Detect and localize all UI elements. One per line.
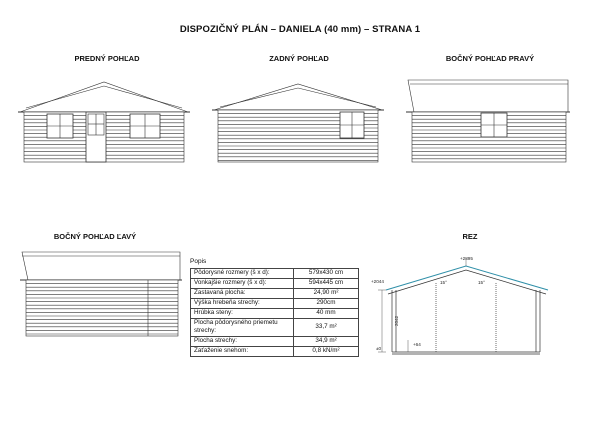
spec-row (191, 309, 359, 319)
zero-dim: ±0 (376, 346, 382, 351)
ridge-dim: +2895 (460, 256, 473, 261)
page-title: DISPOZIČNÝ PLÁN – DANIELA (40 mm) – STRANA 1 (179, 24, 421, 35)
spec-value: 33,7 m² (294, 319, 359, 337)
spec-label: Plocha strechy: (191, 336, 294, 346)
wall-height-dim: 2042 (394, 315, 399, 326)
eave-dim: +2044 (371, 279, 384, 284)
spec-value: 40 mm (294, 309, 359, 319)
spec-label: Hrúbka steny: (191, 309, 294, 319)
spec-value: 34,9 m² (294, 336, 359, 346)
spec-table (190, 268, 359, 357)
spec-value: 24,90 m² (294, 289, 359, 299)
spec-value: 579x430 cm (294, 269, 359, 279)
spec-row (191, 279, 359, 289)
spec-row (191, 289, 359, 299)
popis-label: Popis (190, 258, 207, 265)
spec-label: Výška hrebeňa strechy: (191, 299, 294, 309)
spec-row (191, 269, 359, 279)
back-view-label: ZADNÝ POHĽAD (269, 54, 329, 63)
spec-label: Zastavaná plocha: (191, 289, 294, 299)
section-view-label: REZ (462, 232, 478, 241)
floor-dim: +64 (413, 342, 421, 347)
spec-row (191, 336, 359, 346)
angle-left: 15° (440, 280, 447, 285)
side-left-view-label: BOČNÝ POHĽAD ĽAVÝ (53, 232, 137, 241)
front-view-label: PREDNÝ POHĽAD (74, 54, 140, 63)
side-right-view-label: BOČNÝ POHĽAD PRAVÝ (445, 54, 535, 63)
spec-label: Zaťaženie snehom: (191, 346, 294, 356)
spec-row (191, 346, 359, 356)
spec-value: 0,8 kN/m² (294, 346, 359, 356)
spec-label: Plocha pôdorysného priemetu strechy: (191, 319, 294, 337)
spec-row (191, 299, 359, 309)
spec-value: 594x445 cm (294, 279, 359, 289)
spec-label: Vonkajšie rozmery (š x d): (191, 279, 294, 289)
spec-label: Pôdorysné rozmery (š x d): (191, 269, 294, 279)
spec-row (191, 319, 359, 337)
spec-value: 290cm (294, 299, 359, 309)
angle-right: 15° (478, 280, 485, 285)
